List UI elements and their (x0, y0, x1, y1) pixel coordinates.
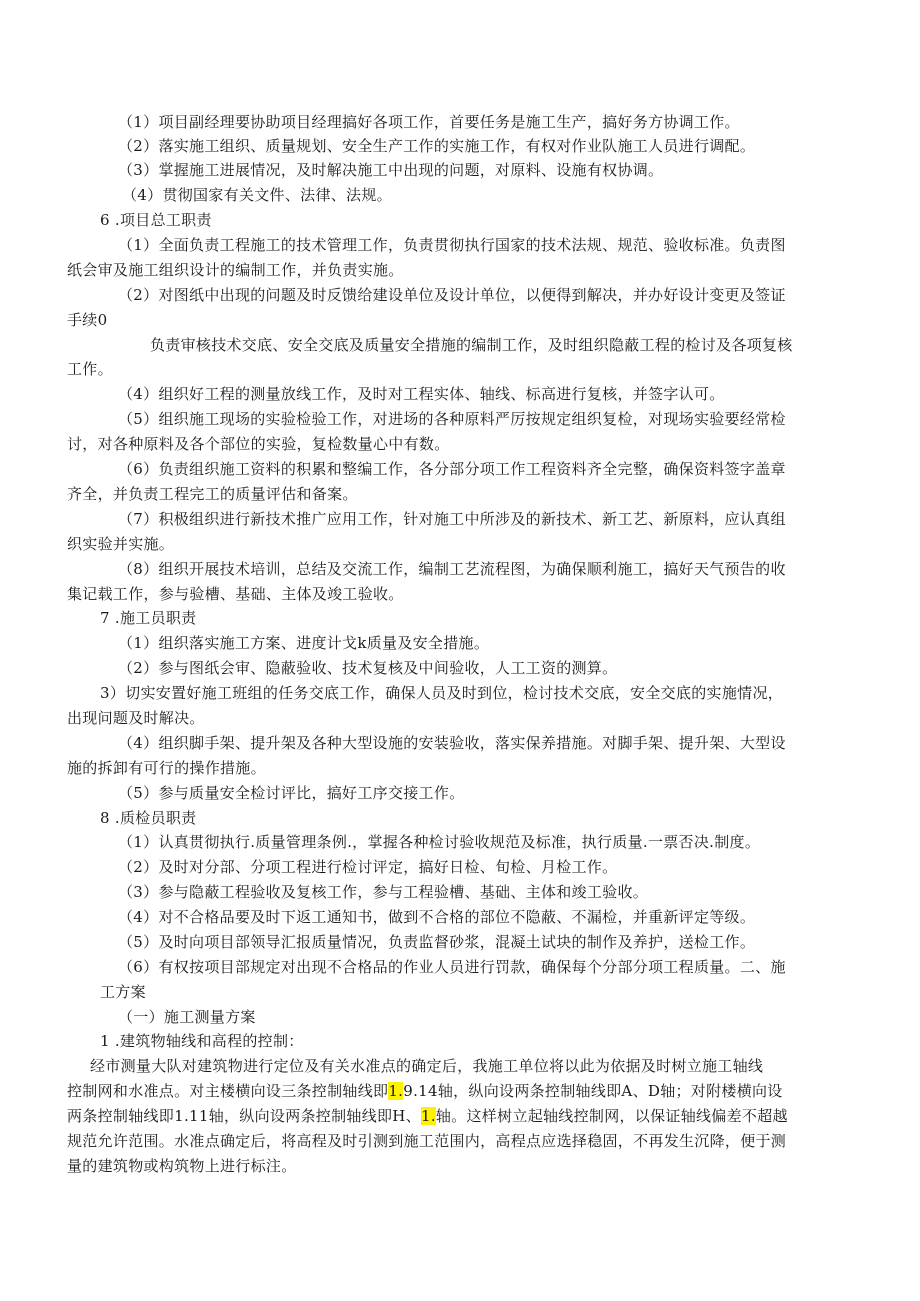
section-heading: 6 .项目总工职责 (100, 211, 212, 229)
paragraph-line: （5）参与质量安全检讨评比，搞好工序交接工作。 (118, 784, 465, 802)
paragraph-line: （6）有权按项目部规定对出现不合格品的作业人员进行罚款，确保每个分部分项工程质量。二、施 (118, 958, 786, 976)
text-run: 两条控制轴线即1.11轴，纵向设两条控制轴线即H、 (67, 1107, 421, 1125)
section-heading: 1 .建筑物轴线和高程的控制： (100, 1032, 304, 1050)
paragraph-line: （1）全面负责工程施工的技术管理工作，负责贯彻执行国家的技术法规、规范、验收标准。负责图 (118, 236, 786, 254)
paragraph-line: （3）参与隐蔽工程验收及复核工作，参与工程验槽、基础、主体和竣工验收。 (118, 883, 649, 901)
paragraph-line: 3）切实安置好施工班组的任务交底工作，确保人员及时到位，检讨技术交底，安全交底的实施情况， (100, 684, 784, 702)
paragraph-line: （4）贯彻国家有关文件、法律、法规。 (122, 186, 392, 204)
paragraph-line: 讨，对各种原料及各个部位的实验，复检数量心中有数。 (67, 435, 450, 453)
highlighted-text: 1. (388, 1082, 404, 1100)
paragraph-line: （2）及时对分部、分项工程进行检讨评定，搞好日检、旬检、月检工作。 (118, 858, 618, 876)
paragraph-line: 量的建筑物或构筑物上进行标注。 (67, 1157, 297, 1175)
paragraph-line: 规范允许范围。水准点确定后，将高程及时引测到施工范围内，高程点应选择稳固，不再发生沉降，便于测 (67, 1132, 787, 1150)
paragraph-line: （1）项目副经理要协助项目经理搞好各项工作，首要任务是施工生产，搞好务方协调工作。 (118, 113, 740, 131)
highlighted-text: 1. (420, 1107, 436, 1125)
paragraph-line: 齐全，并负责工程完工的质量评估和备案。 (67, 485, 358, 503)
paragraph-line (67, 1081, 783, 1101)
paragraph-line: 负责审核技术交底、安全交底及质量安全措施的编制工作，及时组织隐蔽工程的检讨及各项复核 (150, 336, 793, 354)
paragraph-line: （1）组织落实施工方案、进度计戈k质量及安全措施。 (118, 634, 490, 652)
paragraph-line: （6）负责组织施工资料的积累和整编工作，各分部分项工作工程资料齐全完整，确保资料签字盖章 (118, 460, 786, 478)
paragraph-line: 施的拆卸有可行的操作措施。 (67, 759, 266, 777)
paragraph-line: （1）认真贯彻执行.质量管理条例.，掌握各种检讨验收规范及标准，执行质量.一票否决.制度。 (118, 833, 761, 851)
paragraph-line: 手续0 (67, 311, 108, 329)
section-heading: 8 .质检员职责 (100, 809, 197, 827)
paragraph-line: 纸会审及施工组织设计的编制工作，并负责实施。 (67, 261, 404, 279)
paragraph-line: 经市测量大队对建筑物进行定位及有关水准点的确定后，我施工单位将以此为依据及时树立施工轴线 (90, 1057, 764, 1075)
paragraph-line: （8）组织开展技术培训，总结及交流工作，编制工艺流程图，为确保顺利施工，搞好天气预告的收 (118, 560, 786, 578)
paragraph-line: （7）积极组织进行新技术推广应用工作，针对施工中所涉及的新技术、新工艺、新原料，应认真组 (118, 510, 786, 528)
text-run: 9.14轴，纵向设两条控制轴线即A、D轴；对附楼横向设 (403, 1082, 783, 1100)
text-run: 控制网和水准点。对主楼横向设三条控制轴线即 (67, 1082, 389, 1100)
paragraph-line: （5）组织施工现场的实验检验工作，对进场的各种原料严厉按规定组织复检，对现场实验要经常检 (118, 410, 786, 428)
paragraph-line: （4）对不合格品要及时下返工通知书，做到不合格的部位不隐蔽、不漏检，并重新评定等级。 (118, 908, 756, 926)
paragraph-line: （3）掌握施工进展情况，及时解决施工中出现的问题，对原料、设施有权协调。 (118, 161, 664, 179)
paragraph-line: 工方案 (100, 983, 146, 1001)
paragraph-line: （2）对图纸中出现的问题及时反馈给建设单位及设计单位，以便得到解决，并办好设计变更及签证 (118, 286, 786, 304)
paragraph-line: （2）参与图纸会审、隐蔽验收、技术复核及中间验收，人工工资的测算。 (118, 659, 618, 677)
text-run: 轴。这样树立起轴线控制网，以保证轴线偏差不超越 (435, 1107, 788, 1125)
paragraph-line: 集记载工作，参与验槽、基础、主体及竣工验收。 (67, 585, 404, 603)
paragraph-line: 工作。 (67, 360, 113, 378)
section-heading: 7 .施工员职责 (100, 609, 197, 627)
paragraph-line: （4）组织脚手架、提升架及各种大型设施的安装验收，落实保养措施。对脚手架、提升架、大型设 (118, 734, 786, 752)
paragraph-line: （5）及时向项目部领导汇报质量情况，负责监督砂浆，混凝土试块的制作及养护，送检工作。 (118, 933, 756, 951)
paragraph-line (67, 1106, 788, 1126)
paragraph-line: 织实验并实施。 (67, 535, 175, 553)
paragraph-line: （2）落实施工组织、质量规划、安全生产工作的实施工作，有权对作业队施工人员进行调配。 (118, 137, 756, 155)
subsection-heading: （一）施工测量方案 (118, 1008, 256, 1026)
paragraph-line: 出现问题及时解决。 (67, 709, 205, 727)
paragraph-line: （4）组织好工程的测量放线工作，及时对工程实体、轴线、标高进行复核，并签字认可。 (118, 385, 725, 403)
